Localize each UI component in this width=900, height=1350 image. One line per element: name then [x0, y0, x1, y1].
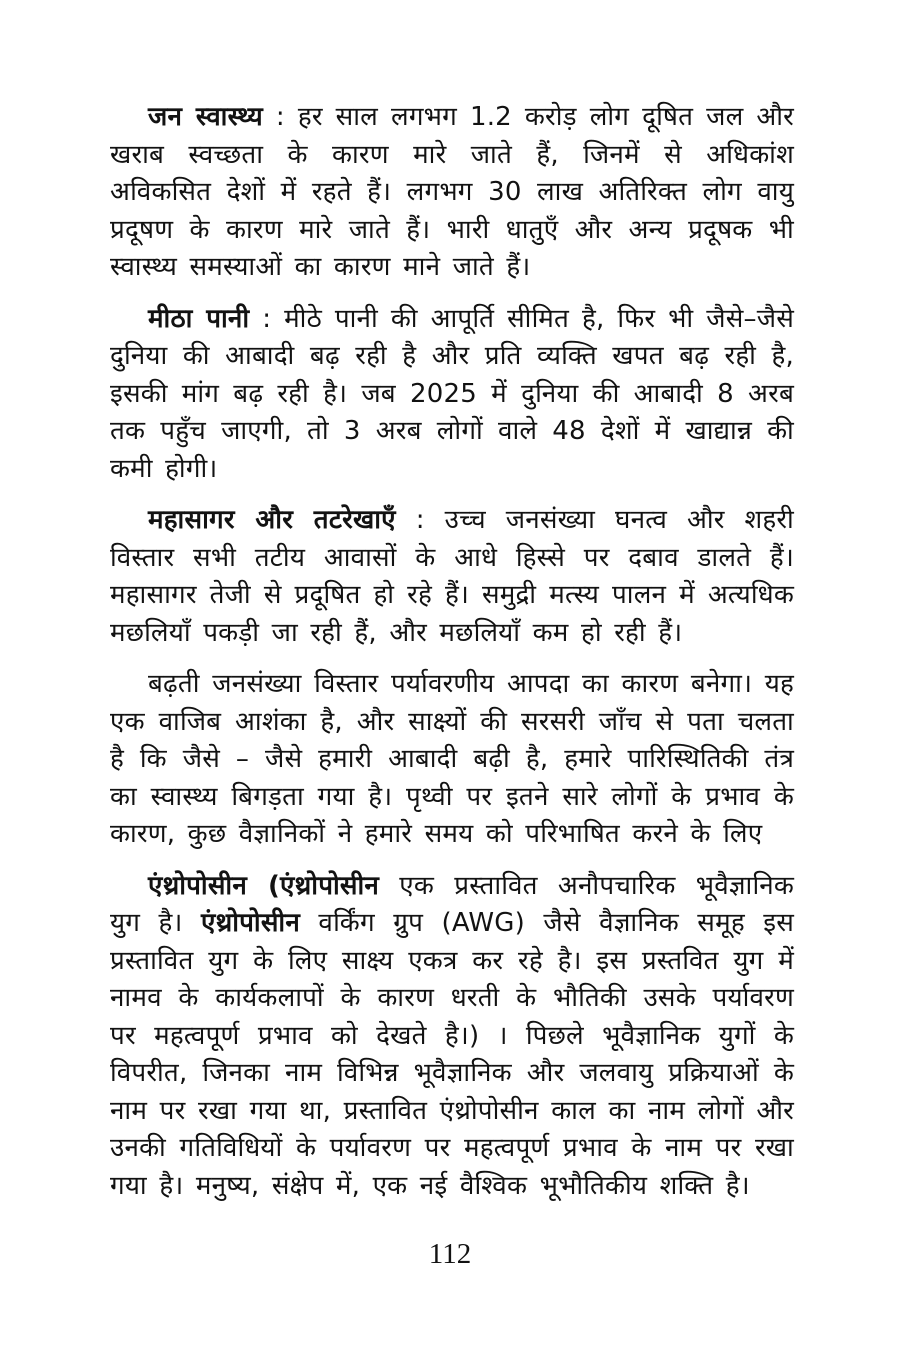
- page-number: 112: [428, 1238, 472, 1270]
- text-run: वर्किंग ग्रुप (AWG) जैसे वैज्ञानिक समूह इस प्रस्तावित युग के लिए साक्ष्य एकत्र कर रहे है। इस प्रस्तवित युग में नामव के कार्यकलापों के कारण धरती के भौतिकी उसके पर्यावरण पर महत्वपूर्ण प्रभाव को देखते है।) । पिछले भूवैज्ञानिक युगों के विपरीत, जिनका नाम विभिन्न भूवैज्ञानिक और जलवायु प्रक्रियाओं के नाम पर रखा गया था, प्रस्तावित एंथ्रोपोसीन काल का नाम लोगों और उनकी गतिविधियों के पर्यावरण पर महत्वपूर्ण प्रभाव के नाम पर रखा गया है। मनुष्य, संक्षेप में, एक नई वैश्विक भूभौतिकीय शक्ति है।: [110, 908, 794, 1201]
- heading-run: एंथ्रोपोसीन (एंथ्रोपोसीन: [148, 870, 380, 901]
- text-run: : मीठे पानी की आपूर्ति सीमित है, फिर भी जैसे–जैसे दुनिया की आबादी बढ़ रही है और प्रति व्यक्ति खपत बढ़ रही है, इसकी मांग बढ़ रही है। जब 2025 में दुनिया की आबादी 8 अरब तक पहुँच जाएगी, तो 3 अरब लोगों वाले 48 देशों में खाद्यान्न की कमी होगी।: [110, 303, 795, 484]
- page-body: [110, 99, 794, 1219]
- paragraph-oceans-coastlines: [110, 502, 794, 652]
- text-run: बढ़ती जनसंख्या विस्तार पर्यावरणीय आपदा का कारण बनेगा। यह एक वाजिब आशंका है, और साक्ष्यों की सरसरी जाँच से पता चलता है कि जैसे – जैसे हमारी आबादी बढ़ी है, हमारे पारिस्थितिकी तंत्र का स्वास्थ्य बिगड़ता गया है। पृथ्वी पर इतने सारे लोगों के प्रभाव के कारण, कुछ वैज्ञानिकों ने हमारे समय को परिभाषित करने के लिए: [110, 669, 794, 849]
- text-run: : हर साल लगभग 1.2 करोड़ लोग दूषित जल और खराब स्वच्छता के कारण मारे जाते हैं, जिनमें से अधिकांश अविकसित देशों में रहते हैं। लगभग 30 लाख अतिरिक्त लोग वायु प्रदूषण के कारण मारे जाते हैं। भारी धातुएँ और अन्य प्रदूषक भी स्वास्थ्य समस्याओं का कारण माने जाते हैं।: [110, 102, 795, 282]
- heading-run: महासागर और तटरेखाएँ: [148, 505, 396, 535]
- heading-run: एंथ्रोपोसीन: [201, 908, 300, 938]
- paragraph-population-growth: [110, 666, 794, 854]
- heading-run: मीठा पानी: [148, 303, 250, 334]
- paragraph-public-health: [110, 99, 794, 287]
- text-run: एक प्रस्तावित अनौपचारिक भूवैज्ञानिक युग है।: [110, 870, 794, 938]
- text-run: : उच्च जनसंख्या घनत्व और शहरी विस्तार सभी तटीय आवासों के आधे हिस्से पर दबाव डालते हैं। महासागर तेजी से प्रदूषित हो रहे हैं। समुद्री मत्स्य पालन में अत्यधिक मछलियाँ पकड़ी जा रही हैं, और मछलियाँ कम हो रही हैं।: [110, 505, 794, 648]
- paragraph-fresh-water: [110, 301, 794, 489]
- heading-run: जन स्वास्थ्य: [148, 102, 263, 132]
- paragraph-anthropocene: [110, 868, 794, 1206]
